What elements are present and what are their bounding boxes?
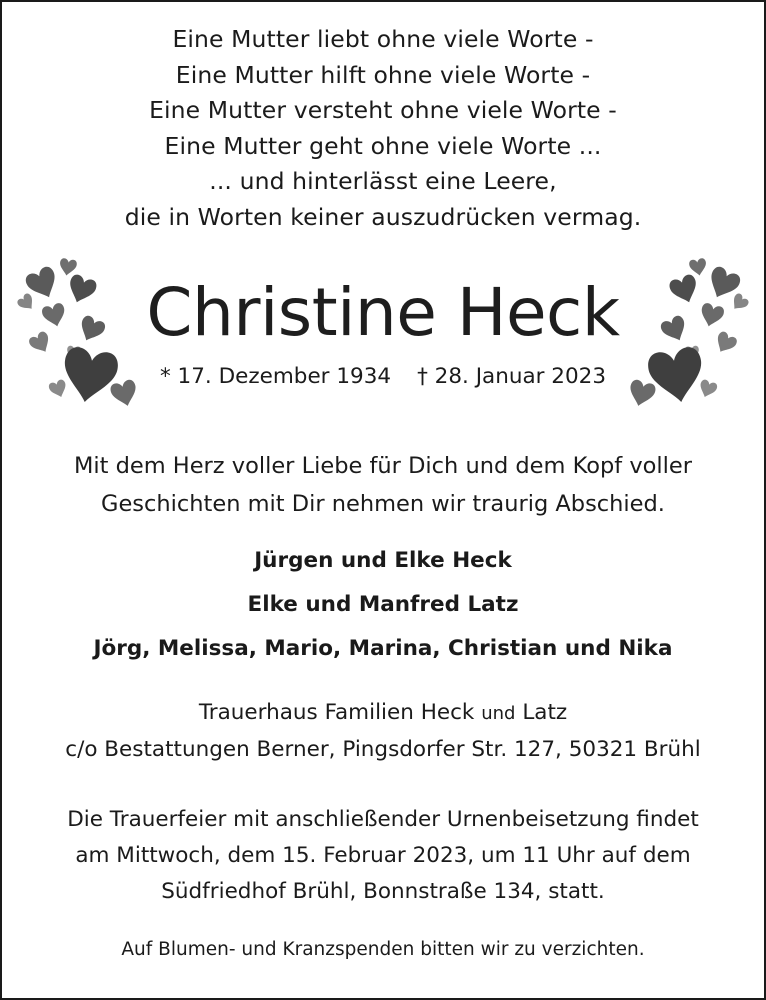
address-families: Trauerhaus Familien Heck: [198, 700, 475, 725]
poem: [2, 22, 764, 236]
poem-line: die in Worten keiner auszudrücken vermag.: [124, 202, 642, 231]
ceremony-line: am Mittwoch, dem 15. Februar 2023, um 11 Uhr auf dem: [75, 843, 691, 868]
deceased-name: Christine Heck: [146, 274, 620, 351]
address-und: und: [481, 703, 516, 724]
poem-line: Eine Mutter geht ohne viele Worte ...: [164, 131, 602, 160]
mourner-line: Elke und Manfred Latz: [247, 592, 519, 617]
life-dates: [2, 360, 764, 394]
mourners-list: [2, 539, 764, 671]
mourner-line: Jörg, Melissa, Mario, Marina, Christian und Nika: [93, 636, 673, 661]
address-line-1: [2, 695, 764, 732]
mourning-address: [2, 695, 764, 768]
farewell-message: [2, 448, 764, 523]
poem-line: ... und hinterlässt eine Leere,: [209, 167, 557, 196]
poem-line: Eine Mutter liebt ohne viele Worte -: [172, 25, 594, 53]
flowers-note: Auf Blumen- und Kranzspenden bitten wir zu verzichten.: [121, 939, 645, 960]
message-line: Mit dem Herz voller Liebe für Dich und dem Kopf voller: [73, 453, 693, 479]
address-line-2: c/o Bestattungen Berner, Pingsdorfer Str. 127, 50321 Brühl: [65, 737, 701, 762]
death-date: † 28. Januar 2023: [417, 364, 607, 389]
message-line: Geschichten mit Dir nehmen wir traurig Abschied.: [101, 490, 665, 517]
poem-line: Eine Mutter hilft ohne viele Worte -: [175, 60, 591, 89]
birth-date: * 17. Dezember 1934: [159, 364, 392, 389]
address-latz: Latz: [522, 700, 568, 725]
poem-line: Eine Mutter versteht ohne viele Worte -: [149, 96, 617, 125]
ceremony-line: Südfriedhof Brühl, Bonnstraße 134, statt.: [161, 879, 605, 904]
ceremony-info: [2, 802, 764, 910]
ceremony-line: Die Trauerfeier mit anschließender Urnenbeisetzung findet: [67, 807, 699, 832]
mourner-line: Jürgen und Elke Heck: [254, 548, 512, 573]
